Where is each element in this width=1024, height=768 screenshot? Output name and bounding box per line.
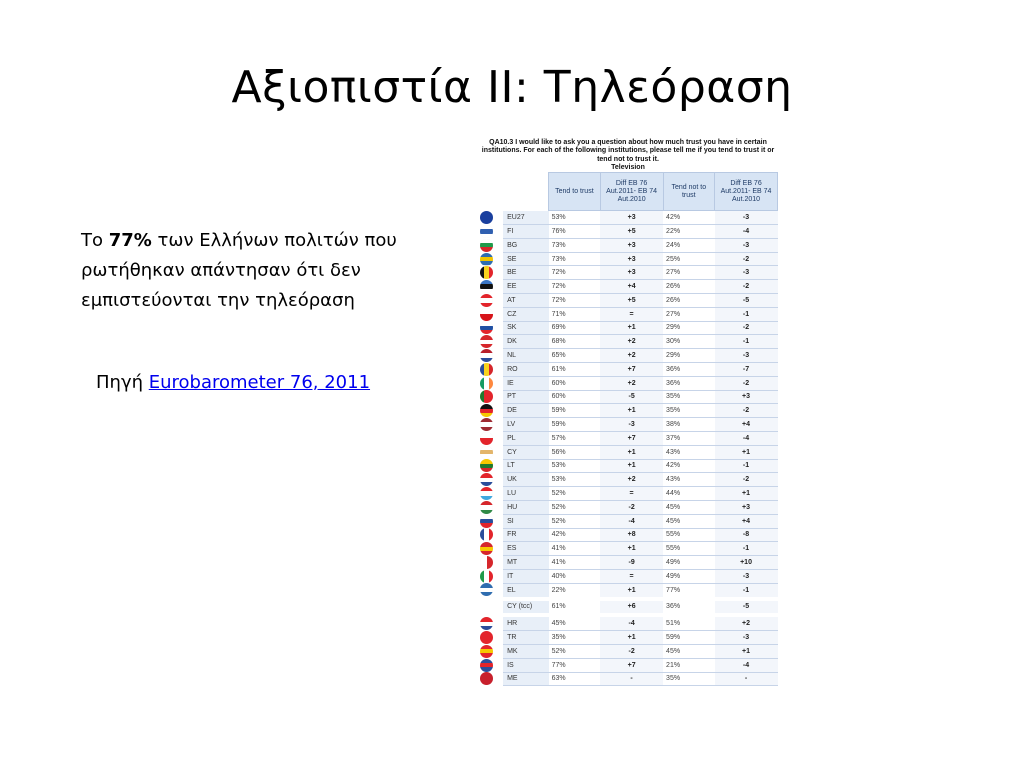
tend-not-to-trust-value: 55%	[663, 542, 715, 556]
flag-cell	[480, 280, 503, 294]
flag-cell	[480, 615, 503, 630]
diff-not-trust-value: -3	[715, 238, 778, 252]
tend-not-to-trust-value: 26%	[663, 294, 715, 308]
diff-not-trust-value: -1	[715, 335, 778, 349]
tend-to-trust-value: 57%	[549, 431, 601, 445]
hr-flag-icon	[480, 617, 493, 630]
tend-to-trust-value: 73%	[549, 238, 601, 252]
header-tend-to-trust: Tend to trust	[549, 173, 601, 211]
country-code: CY	[503, 445, 549, 459]
flag-cell	[480, 528, 503, 542]
diff-not-trust-value: +4	[715, 418, 778, 432]
diff-not-trust-value: +4	[715, 514, 778, 528]
diff-trust-value: +1	[600, 321, 663, 335]
diff-not-trust-value: -5	[715, 599, 778, 616]
diff-not-trust-value: -2	[715, 280, 778, 294]
country-code: SK	[503, 321, 549, 335]
diff-not-trust-value: -1	[715, 459, 778, 473]
country-code: EL	[503, 583, 549, 598]
es-flag-icon	[480, 542, 493, 555]
diff-trust-value: -2	[600, 500, 663, 514]
diff-trust-value: =	[600, 307, 663, 321]
tend-to-trust-value: 52%	[549, 644, 601, 658]
de-flag-icon	[480, 404, 493, 417]
flag-cell	[480, 445, 503, 459]
table-row	[480, 445, 778, 459]
flag-cell	[480, 542, 503, 556]
country-code: MK	[503, 644, 549, 658]
tend-to-trust-value: 65%	[549, 349, 601, 363]
tend-to-trust-value: 53%	[549, 459, 601, 473]
tend-not-to-trust-value: 43%	[663, 473, 715, 487]
tend-not-to-trust-value: 27%	[663, 307, 715, 321]
diff-not-trust-value: +10	[715, 556, 778, 570]
flag-cell	[480, 349, 503, 363]
sk-flag-icon	[480, 321, 493, 334]
diff-not-trust-value: +3	[715, 500, 778, 514]
country-code: HR	[503, 615, 549, 630]
lv-flag-icon	[480, 418, 493, 431]
table-row	[480, 211, 778, 225]
country-code: HU	[503, 500, 549, 514]
trust-table-body	[480, 211, 778, 686]
eu-flag-icon	[480, 211, 493, 224]
flag-cell	[480, 321, 503, 335]
diff-trust-value: +1	[600, 445, 663, 459]
tend-not-to-trust-value: 35%	[663, 672, 715, 686]
country-code: PL	[503, 431, 549, 445]
flag-cell	[480, 252, 503, 266]
tend-to-trust-value: 56%	[549, 445, 601, 459]
lu-flag-icon	[480, 487, 493, 500]
country-code: DK	[503, 335, 549, 349]
diff-trust-value: -2	[600, 644, 663, 658]
table-row	[480, 459, 778, 473]
country-code: ME	[503, 672, 549, 686]
tend-not-to-trust-value: 49%	[663, 569, 715, 583]
body-text-highlight: 77%	[108, 230, 152, 251]
flag-cell	[480, 266, 503, 280]
table-row	[480, 280, 778, 294]
flag-cell	[480, 404, 503, 418]
be-flag-icon	[480, 266, 493, 279]
tend-not-to-trust-value: 42%	[663, 459, 715, 473]
tend-not-to-trust-value: 42%	[663, 211, 715, 225]
cz-flag-icon	[480, 308, 493, 321]
diff-trust-value: +1	[600, 459, 663, 473]
country-code: AT	[503, 294, 549, 308]
diff-trust-value: +2	[600, 473, 663, 487]
flag-cell	[480, 500, 503, 514]
tend-not-to-trust-value: 21%	[663, 658, 715, 672]
country-code: FR	[503, 528, 549, 542]
header-blank-code	[503, 173, 549, 211]
diff-not-trust-value: -2	[715, 473, 778, 487]
table-row	[480, 390, 778, 404]
diff-not-trust-value: -3	[715, 211, 778, 225]
flag-cell	[480, 307, 503, 321]
diff-trust-value: +7	[600, 658, 663, 672]
tend-not-to-trust-value: 77%	[663, 583, 715, 598]
country-code: DE	[503, 404, 549, 418]
tend-to-trust-value: 77%	[549, 658, 601, 672]
tend-to-trust-value: 53%	[549, 473, 601, 487]
dk-flag-icon	[480, 335, 493, 348]
table-row	[480, 266, 778, 280]
tend-not-to-trust-value: 37%	[663, 431, 715, 445]
table-row	[480, 321, 778, 335]
pl-flag-icon	[480, 432, 493, 445]
country-code: CY (tcc)	[503, 599, 549, 616]
tend-not-to-trust-value: 51%	[663, 615, 715, 630]
table-row	[480, 644, 778, 658]
table-row	[480, 500, 778, 514]
diff-not-trust-value: -3	[715, 569, 778, 583]
country-code: TR	[503, 631, 549, 645]
diff-trust-value: -9	[600, 556, 663, 570]
diff-trust-value: +5	[600, 225, 663, 239]
header-tend-not-to-trust: Tend not to trust	[663, 173, 715, 211]
diff-not-trust-value: -1	[715, 542, 778, 556]
slide-body-text	[81, 226, 441, 316]
is-flag-icon	[480, 659, 493, 672]
diff-trust-value: +3	[600, 211, 663, 225]
diff-trust-value: +7	[600, 431, 663, 445]
tend-to-trust-value: 45%	[549, 615, 601, 630]
tend-not-to-trust-value: 35%	[663, 390, 715, 404]
table-row	[480, 672, 778, 686]
tend-not-to-trust-value: 30%	[663, 335, 715, 349]
diff-trust-value: +2	[600, 376, 663, 390]
table-row	[480, 404, 778, 418]
table-row	[480, 418, 778, 432]
country-code: IE	[503, 376, 549, 390]
pt-flag-icon	[480, 390, 493, 403]
table-row	[480, 473, 778, 487]
table-row	[480, 225, 778, 239]
flag-cell	[480, 225, 503, 239]
diff-not-trust-value: -2	[715, 404, 778, 418]
diff-trust-value: +7	[600, 362, 663, 376]
tend-not-to-trust-value: 29%	[663, 321, 715, 335]
flag-cell	[480, 556, 503, 570]
table-row	[480, 252, 778, 266]
diff-trust-value: +2	[600, 335, 663, 349]
tend-to-trust-value: 52%	[549, 487, 601, 501]
flag-cell	[480, 418, 503, 432]
diff-trust-value: -4	[600, 514, 663, 528]
uk-flag-icon	[480, 473, 493, 486]
flag-cell	[480, 599, 503, 616]
source-line	[96, 372, 370, 393]
country-code: LU	[503, 487, 549, 501]
country-code: RO	[503, 362, 549, 376]
table-row	[480, 349, 778, 363]
diff-not-trust-value: -4	[715, 658, 778, 672]
flag-cell	[480, 631, 503, 645]
diff-not-trust-value: -5	[715, 294, 778, 308]
diff-not-trust-value: -3	[715, 631, 778, 645]
tend-not-to-trust-value: 36%	[663, 362, 715, 376]
tend-not-to-trust-value: 45%	[663, 644, 715, 658]
diff-trust-value: +1	[600, 542, 663, 556]
trust-table	[480, 172, 778, 686]
mt-flag-icon	[480, 556, 493, 569]
tend-not-to-trust-value: 22%	[663, 225, 715, 239]
tend-to-trust-value: 40%	[549, 569, 601, 583]
table-row	[480, 542, 778, 556]
tend-to-trust-value: 71%	[549, 307, 601, 321]
table-row	[480, 362, 778, 376]
diff-not-trust-value: -	[715, 672, 778, 686]
table-row	[480, 528, 778, 542]
tend-to-trust-value: 61%	[549, 599, 601, 616]
diff-trust-value: +5	[600, 294, 663, 308]
tend-not-to-trust-value: 24%	[663, 238, 715, 252]
tend-to-trust-value: 63%	[549, 672, 601, 686]
header-diff-not-trust: Diff EB 76 Aut.2011- EB 74 Aut.2010	[715, 173, 778, 211]
table-row	[480, 335, 778, 349]
tend-not-to-trust-value: 26%	[663, 280, 715, 294]
table-row	[480, 307, 778, 321]
tend-not-to-trust-value: 36%	[663, 376, 715, 390]
diff-trust-value: -4	[600, 615, 663, 630]
cy-flag-icon	[480, 446, 493, 459]
tend-to-trust-value: 72%	[549, 266, 601, 280]
diff-not-trust-value: +1	[715, 644, 778, 658]
diff-not-trust-value: +3	[715, 390, 778, 404]
flag-cell	[480, 362, 503, 376]
flag-cell	[480, 644, 503, 658]
flag-cell	[480, 238, 503, 252]
country-code: IT	[503, 569, 549, 583]
flag-cell	[480, 473, 503, 487]
tend-not-to-trust-value: 29%	[663, 349, 715, 363]
diff-not-trust-value: -8	[715, 528, 778, 542]
flag-cell	[480, 583, 503, 598]
diff-not-trust-value: -4	[715, 225, 778, 239]
question-text: QA10.3 I would like to ask you a question about how much trust you have in certain institutions. For each of the following institutions, please tell me if you tend to trust it or tend not to trust it.	[481, 139, 775, 163]
country-code: EU27	[503, 211, 549, 225]
diff-trust-value: +6	[600, 599, 663, 616]
tend-to-trust-value: 41%	[549, 556, 601, 570]
flag-cell	[480, 672, 503, 686]
table-row	[480, 238, 778, 252]
fr-flag-icon	[480, 528, 493, 541]
tend-not-to-trust-value: 55%	[663, 528, 715, 542]
diff-trust-value: +3	[600, 238, 663, 252]
ee-flag-icon	[480, 280, 493, 293]
me-flag-icon	[480, 672, 493, 685]
flag-cell	[480, 376, 503, 390]
tend-to-trust-value: 60%	[549, 376, 601, 390]
country-code: LV	[503, 418, 549, 432]
tend-to-trust-value: 22%	[549, 583, 601, 598]
country-code: PT	[503, 390, 549, 404]
table-row	[480, 487, 778, 501]
fi-flag-icon	[480, 225, 493, 238]
tend-not-to-trust-value: 45%	[663, 514, 715, 528]
tend-not-to-trust-value: 44%	[663, 487, 715, 501]
country-code: FI	[503, 225, 549, 239]
diff-not-trust-value: +2	[715, 615, 778, 630]
flag-cell	[480, 294, 503, 308]
country-code: CZ	[503, 307, 549, 321]
tend-not-to-trust-value: 25%	[663, 252, 715, 266]
diff-trust-value: +3	[600, 252, 663, 266]
tend-to-trust-value: 52%	[549, 500, 601, 514]
diff-not-trust-value: -3	[715, 349, 778, 363]
trust-table-figure	[478, 139, 778, 686]
tend-to-trust-value: 59%	[549, 404, 601, 418]
tend-not-to-trust-value: 27%	[663, 266, 715, 280]
diff-trust-value: +4	[600, 280, 663, 294]
diff-trust-value: +8	[600, 528, 663, 542]
tend-to-trust-value: 61%	[549, 362, 601, 376]
slide-title: Αξιοπιστία ΙΙ: Τηλεόραση	[231, 62, 793, 113]
bg-flag-icon	[480, 239, 493, 252]
tend-to-trust-value: 72%	[549, 280, 601, 294]
table-row	[480, 631, 778, 645]
country-code: IS	[503, 658, 549, 672]
flag-cell	[480, 459, 503, 473]
tend-to-trust-value: 52%	[549, 514, 601, 528]
flag-cell	[480, 514, 503, 528]
tend-not-to-trust-value: 49%	[663, 556, 715, 570]
flag-cell	[480, 335, 503, 349]
body-text-rest: των Ελλήνων πολιτών που ρωτήθηκαν απάντησαν ότι δεν εμπιστεύονται την τηλεόραση	[81, 230, 397, 311]
tend-to-trust-value: 73%	[549, 252, 601, 266]
tend-to-trust-value: 72%	[549, 294, 601, 308]
diff-trust-value: =	[600, 487, 663, 501]
table-row	[480, 599, 778, 616]
el-flag-icon	[480, 583, 493, 596]
hu-flag-icon	[480, 501, 493, 514]
diff-trust-value: +1	[600, 404, 663, 418]
tend-not-to-trust-value: 43%	[663, 445, 715, 459]
diff-not-trust-value: -2	[715, 321, 778, 335]
table-row	[480, 569, 778, 583]
country-code: UK	[503, 473, 549, 487]
body-text-prefix: Το	[81, 230, 109, 251]
tend-not-to-trust-value: 38%	[663, 418, 715, 432]
flag-cell	[480, 431, 503, 445]
diff-not-trust-value: -1	[715, 583, 778, 598]
tend-to-trust-value: 35%	[549, 631, 601, 645]
country-code: LT	[503, 459, 549, 473]
tend-to-trust-value: 68%	[549, 335, 601, 349]
table-row	[480, 658, 778, 672]
diff-not-trust-value: -2	[715, 376, 778, 390]
table-row	[480, 583, 778, 598]
header-diff-trust: Diff EB 76 Aut.2011- EB 74 Aut.2010	[600, 173, 663, 211]
country-code: MT	[503, 556, 549, 570]
country-code: SI	[503, 514, 549, 528]
it-flag-icon	[480, 570, 493, 583]
tend-to-trust-value: 59%	[549, 418, 601, 432]
ro-flag-icon	[480, 363, 493, 376]
tr-flag-icon	[480, 631, 493, 644]
tend-not-to-trust-value: 45%	[663, 500, 715, 514]
country-code: EE	[503, 280, 549, 294]
se-flag-icon	[480, 253, 493, 266]
flag-cell	[480, 211, 503, 225]
flag-cell	[480, 658, 503, 672]
table-row	[480, 514, 778, 528]
table-row	[480, 431, 778, 445]
country-code: NL	[503, 349, 549, 363]
ie-flag-icon	[480, 377, 493, 390]
tend-to-trust-value: 42%	[549, 528, 601, 542]
diff-not-trust-value: -7	[715, 362, 778, 376]
country-code: BE	[503, 266, 549, 280]
lt-flag-icon	[480, 459, 493, 472]
at-flag-icon	[480, 294, 493, 307]
table-row	[480, 615, 778, 630]
tend-not-to-trust-value: 59%	[663, 631, 715, 645]
table-row	[480, 376, 778, 390]
source-label: Πηγή	[96, 372, 149, 393]
mk-flag-icon	[480, 645, 493, 658]
tend-to-trust-value: 53%	[549, 211, 601, 225]
diff-not-trust-value: -2	[715, 252, 778, 266]
diff-trust-value: -5	[600, 390, 663, 404]
diff-trust-value: +1	[600, 583, 663, 598]
diff-trust-value: +1	[600, 631, 663, 645]
flag-cell	[480, 569, 503, 583]
diff-not-trust-value: -4	[715, 431, 778, 445]
country-code: SE	[503, 252, 549, 266]
table-row	[480, 294, 778, 308]
diff-not-trust-value: -1	[715, 307, 778, 321]
diff-not-trust-value: +1	[715, 487, 778, 501]
diff-trust-value: -3	[600, 418, 663, 432]
tend-to-trust-value: 69%	[549, 321, 601, 335]
si-flag-icon	[480, 515, 493, 528]
diff-not-trust-value: -3	[715, 266, 778, 280]
diff-not-trust-value: +1	[715, 445, 778, 459]
source-link[interactable]: Eurobarometer 76, 2011	[148, 372, 371, 393]
tend-not-to-trust-value: 36%	[663, 599, 715, 616]
country-code: ES	[503, 542, 549, 556]
tend-not-to-trust-value: 35%	[663, 404, 715, 418]
diff-trust-value: +3	[600, 266, 663, 280]
flag-cell	[480, 390, 503, 404]
nl-flag-icon	[480, 349, 493, 362]
tend-to-trust-value: 60%	[549, 390, 601, 404]
tend-to-trust-value: 41%	[549, 542, 601, 556]
diff-trust-value: -	[600, 672, 663, 686]
header-blank	[480, 173, 503, 211]
tend-to-trust-value: 76%	[549, 225, 601, 239]
diff-trust-value: +2	[600, 349, 663, 363]
diff-trust-value: =	[600, 569, 663, 583]
question-subject: Television	[611, 164, 645, 172]
country-code: BG	[503, 238, 549, 252]
flag-cell	[480, 487, 503, 501]
table-row	[480, 556, 778, 570]
